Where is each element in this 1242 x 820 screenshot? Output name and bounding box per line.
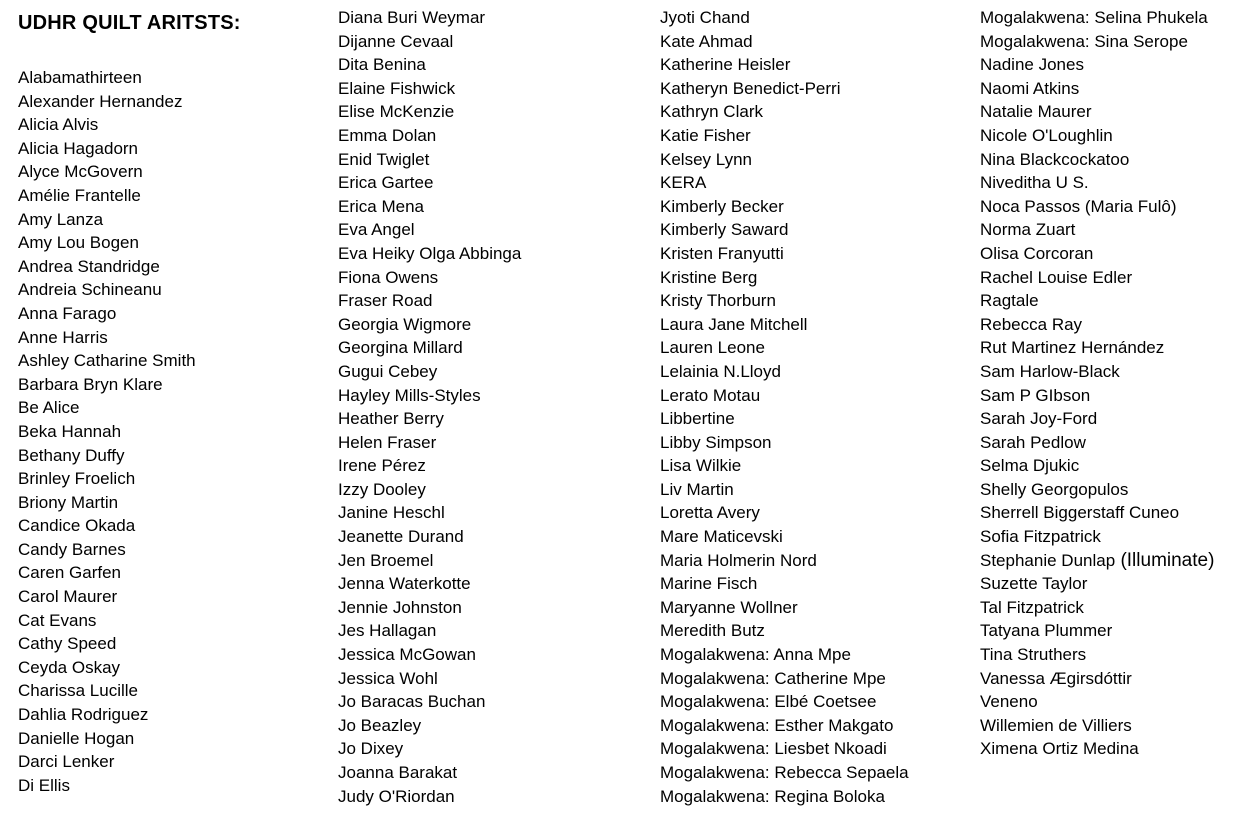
artist-name: Willemien de Villiers xyxy=(980,715,1132,735)
artist-name: Ragtale xyxy=(980,291,1039,311)
artist-name: Maria Holmerin Nord xyxy=(660,550,817,570)
artist-name: Mogalakwena: Sina Serope xyxy=(980,31,1188,51)
artist-name: KERA xyxy=(660,173,707,193)
artist-name: Andreia Schineanu xyxy=(18,280,162,300)
artist-column-2 xyxy=(338,6,521,808)
artist-name: Helen Fraser xyxy=(338,432,437,452)
artist-name: Candy Barnes xyxy=(18,539,126,559)
artist-name: Emma Dolan xyxy=(338,125,437,145)
artist-name: Jo Dixey xyxy=(338,739,404,759)
artist-name: Mogalakwena: Liesbet Nkoadi xyxy=(660,739,887,759)
artist-name: Diana Buri Weymar xyxy=(338,8,486,27)
artist-column-4 xyxy=(980,6,1214,761)
artist-name: Stephanie Dunlap (Illuminate) xyxy=(980,549,1215,571)
artist-name: Nadine Jones xyxy=(980,55,1084,75)
artist-name: Jen Broemel xyxy=(338,550,434,570)
artist-name: Dijanne Cevaal xyxy=(338,31,454,51)
artist-name: Katherine Heisler xyxy=(660,55,791,75)
artist-name: Elaine Fishwick xyxy=(338,78,456,98)
artist-name: Cathy Speed xyxy=(18,634,117,654)
artist-name: Kelsey Lynn xyxy=(660,149,752,169)
artist-name: Sam Harlow-Black xyxy=(980,361,1120,381)
artist-name: Brinley Froelich xyxy=(18,469,136,489)
artist-name-suffix: (Illuminate) xyxy=(1115,549,1215,571)
page-title: UDHR QUILT ARITSTS: xyxy=(18,12,241,34)
artist-name: Alicia Alvis xyxy=(18,115,99,135)
artist-name: Laura Jane Mitchell xyxy=(660,314,808,334)
artist-name: Elise McKenzie xyxy=(338,102,455,122)
artist-name: Niveditha U S. xyxy=(980,173,1089,193)
artist-name: Norma Zuart xyxy=(980,220,1076,240)
artist-name: Noca Passos (Maria Fulô) xyxy=(980,196,1177,216)
artist-name: Ximena Ortiz Medina xyxy=(980,739,1139,759)
artist-name: Janine Heschl xyxy=(338,503,445,523)
artist-name: Bethany Duffy xyxy=(18,445,125,465)
artist-name: Di Ellis xyxy=(18,775,70,795)
artist-name: Natalie Maurer xyxy=(980,102,1092,122)
artist-name: Veneno xyxy=(980,692,1038,712)
artist-name: Darci Lenker xyxy=(18,752,115,772)
artist-name: Charissa Lucille xyxy=(18,681,138,701)
artist-name: Jes Hallagan xyxy=(338,621,437,641)
artist-name: Mare Maticevski xyxy=(660,527,783,547)
artist-name: Katie Fisher xyxy=(660,125,751,145)
artist-name: Kate Ahmad xyxy=(660,31,753,51)
artist-name: Rachel Louise Edler xyxy=(980,267,1133,287)
artist-name: Tal Fitzpatrick xyxy=(980,597,1084,617)
artist-name: Sarah Pedlow xyxy=(980,432,1086,452)
artist-name: Mogalakwena: Esther Makgato xyxy=(660,715,894,735)
artist-name: Tatyana Plummer xyxy=(980,621,1113,641)
artist-name: Maryanne Wollner xyxy=(660,597,798,617)
artist-name: Andrea Standridge xyxy=(18,256,160,276)
artist-name: Mogalakwena: Elbé Coetsee xyxy=(660,692,877,712)
artist-name: Caren Garfen xyxy=(18,563,121,583)
artist-name: Georgia Wigmore xyxy=(338,314,472,334)
artist-name: Erica Gartee xyxy=(338,173,434,193)
artist-name: Shelly Georgopulos xyxy=(980,479,1129,499)
artist-name: Enid Twiglet xyxy=(338,149,430,169)
artist-name: Hayley Mills-Styles xyxy=(338,385,481,405)
artist-name: Jessica McGowan xyxy=(338,645,476,665)
artist-name: Eva Angel xyxy=(338,220,415,240)
artist-name: Nina Blackcockatoo xyxy=(980,149,1130,169)
artist-name: Katheryn Benedict-Perri xyxy=(660,78,841,98)
artist-name: Jennie Johnston xyxy=(338,597,462,617)
artist-name: Naomi Atkins xyxy=(980,78,1080,98)
artist-name: Be Alice xyxy=(18,398,80,418)
artist-name: Jo Beazley xyxy=(338,715,422,735)
artist-name: Danielle Hogan xyxy=(18,728,135,748)
artist-name: Kristy Thorburn xyxy=(660,291,776,311)
artist-name: Dita Benina xyxy=(338,55,426,75)
artist-name: Candice Okada xyxy=(18,516,136,536)
artist-name: Loretta Avery xyxy=(660,503,760,523)
artist-name: Kristine Berg xyxy=(660,267,758,287)
artist-name: Judy O'Riordan xyxy=(338,786,455,806)
artist-name: Erica Mena xyxy=(338,196,424,216)
artist-name: Lerato Motau xyxy=(660,385,761,405)
artist-name: Heather Berry xyxy=(338,409,444,429)
artist-name: Eva Heiky Olga Abbinga xyxy=(338,243,522,263)
artist-name: Fraser Road xyxy=(338,291,433,311)
artist-name: Alexander Hernandez xyxy=(18,91,183,111)
artist-name: Mogalakwena: Rebecca Sepaela xyxy=(660,763,909,782)
artist-column-1 xyxy=(18,66,196,797)
artist-name: Anne Harris xyxy=(18,327,108,347)
artist-name: Carol Maurer xyxy=(18,587,118,607)
artist-name: Ashley Catharine Smith xyxy=(18,351,196,371)
artist-name: Mogalakwena: Regina Boloka xyxy=(660,786,885,806)
artist-name: Ceyda Oskay xyxy=(18,657,121,677)
artist-name: Lisa Wilkie xyxy=(660,456,742,476)
artist-name: Kimberly Saward xyxy=(660,220,789,240)
artist-name: Jyoti Chand xyxy=(660,8,750,27)
artist-name: Suzette Taylor xyxy=(980,574,1088,594)
artist-name: Georgina Millard xyxy=(338,338,463,358)
artist-name: Libbertine xyxy=(660,409,735,429)
artist-name: Nicole O'Loughlin xyxy=(980,125,1113,145)
artist-name: Jeanette Durand xyxy=(338,527,464,547)
artist-name: Mogalakwena: Catherine Mpe xyxy=(660,668,886,688)
artist-name: Meredith Butz xyxy=(660,621,765,641)
artist-name: Sofia Fitzpatrick xyxy=(980,527,1101,547)
artist-name: Jenna Waterkotte xyxy=(338,574,471,594)
artist-name: Dahlia Rodriguez xyxy=(18,705,149,725)
artist-name: Barbara Bryn Klare xyxy=(18,374,163,394)
artist-name: Sam P GIbson xyxy=(980,385,1091,405)
artist-name: Sarah Joy-Ford xyxy=(980,409,1098,429)
artist-name: Fiona Owens xyxy=(338,267,439,287)
artist-name: Jessica Wohl xyxy=(338,668,438,688)
artist-name: Lelainia N.Lloyd xyxy=(660,361,781,381)
artist-name: Sherrell Biggerstaff Cuneo xyxy=(980,503,1180,523)
artist-name: Beka Hannah xyxy=(18,421,122,441)
artist-name: Mogalakwena: Selina Phukela xyxy=(980,8,1208,27)
artist-name: Alyce McGovern xyxy=(18,162,143,182)
artist-name: Kristen Franyutti xyxy=(660,243,784,263)
artist-name: Izzy Dooley xyxy=(338,479,426,499)
artist-name: Anna Farago xyxy=(18,303,117,323)
artist-column-3 xyxy=(660,6,909,808)
artist-name: Irene Pérez xyxy=(338,456,426,476)
artist-name: Kathryn Clark xyxy=(660,102,763,122)
artist-name: Lauren Leone xyxy=(660,338,765,358)
artist-name: Libby Simpson xyxy=(660,432,772,452)
artist-name: Amélie Frantelle xyxy=(18,185,141,205)
artist-name: Kimberly Becker xyxy=(660,196,784,216)
artist-name: Vanessa Ægirsdóttir xyxy=(980,668,1132,688)
artist-name: Jo Baracas Buchan xyxy=(338,692,486,712)
artist-name: Amy Lou Bogen xyxy=(18,233,139,253)
artist-name: Liv Martin xyxy=(660,479,734,499)
artist-name: Marine Fisch xyxy=(660,574,758,594)
artist-name: Olisa Corcoran xyxy=(980,243,1094,263)
artist-name: Gugui Cebey xyxy=(338,361,438,381)
artist-name: Selma Djukic xyxy=(980,456,1080,476)
artist-name: Mogalakwena: Anna Mpe xyxy=(660,645,851,665)
artist-name: Briony Martin xyxy=(18,492,119,512)
artist-name: Rebecca Ray xyxy=(980,314,1083,334)
artist-name: Alabamathirteen xyxy=(18,68,142,87)
artist-name: Alicia Hagadorn xyxy=(18,138,139,158)
artist-name: Tina Struthers xyxy=(980,645,1087,665)
artist-name: Rut Martinez Hernández xyxy=(980,338,1165,358)
artist-name: Cat Evans xyxy=(18,610,97,630)
artist-name: Amy Lanza xyxy=(18,209,104,229)
artist-name: Joanna Barakat xyxy=(338,763,458,782)
